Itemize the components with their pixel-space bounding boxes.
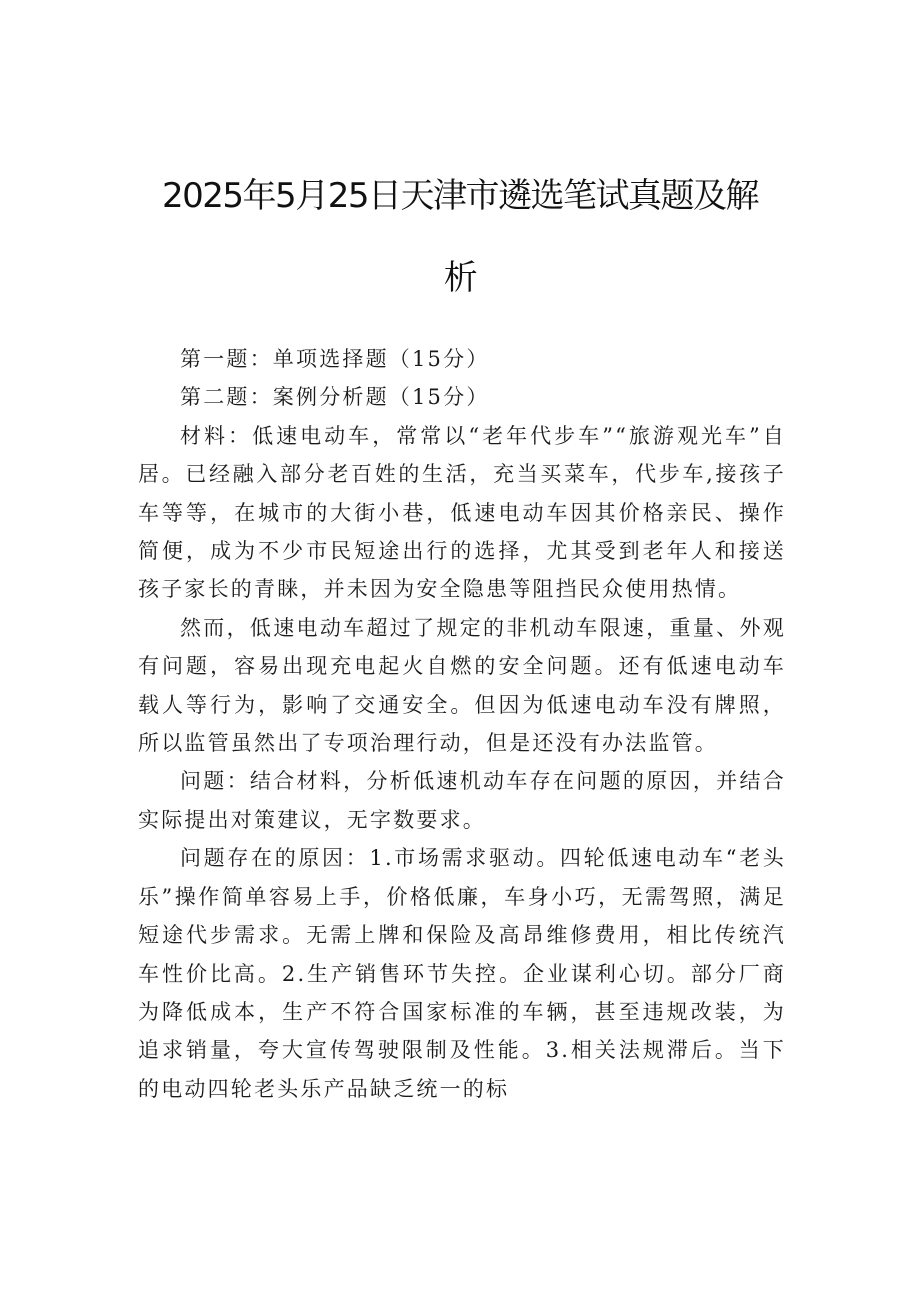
paragraph-causes: 问题存在的原因：1.市场需求驱动。四轮低速电动车“老头乐”操作简单容易上手，价格低廉，车身小巧，无需驾照，满足短途代步需求。无需上牌和保险及高昂维修费用，相比传统汽车性价比高。2.生产销售环节失控。企业谋利心切。部分厂商为降低成本，生产不符合国家标准的车辆，甚至违规改装，为追求销量，夸大宣传驾驶限制及性能。3.相关法规滞后。当下的电动四轮老头乐产品缺乏统一的标 xyxy=(138,846,786,1101)
paragraph-problems: 然而，低速电动车超过了规定的非机动车限速，重量、外观有问题，容易出现充电起火自燃的安全问题。还有低速电动车载人等行为，影响了交通安全。但因为低速电动车没有牌照，所以监管虽然出了专项治理行动，但是还没有办法监管。 xyxy=(138,615,786,756)
paragraph-material: 材料：低速电动车，常常以“老年代步车”“旅游观光车”自居。已经融入部分老百姓的生活，充当买菜车，代步车,接孩子车等等，在城市的大街小巷，低速电动车因其价格亲民、操作简便，成为不少市民短途出行的选择，尤其受到老年人和接送孩子家长的青睐，并未因为安全隐患等阻挡民众使用热情。 xyxy=(138,423,786,602)
document-body xyxy=(138,340,786,1108)
paragraph-question-two: 第二题：案例分析题（15分） xyxy=(180,385,490,410)
document-title-line-2: 析 xyxy=(443,258,477,298)
document-title-line-1: 2025年5月25日天津市遴选笔试真题及解 xyxy=(162,176,758,216)
paragraph-task: 问题：结合材料，分析低速机动车存在问题的原因，并结合实际提出对策建议，无字数要求。 xyxy=(138,769,786,832)
paragraph-question-one: 第一题：单项选择题（15分） xyxy=(180,347,490,371)
